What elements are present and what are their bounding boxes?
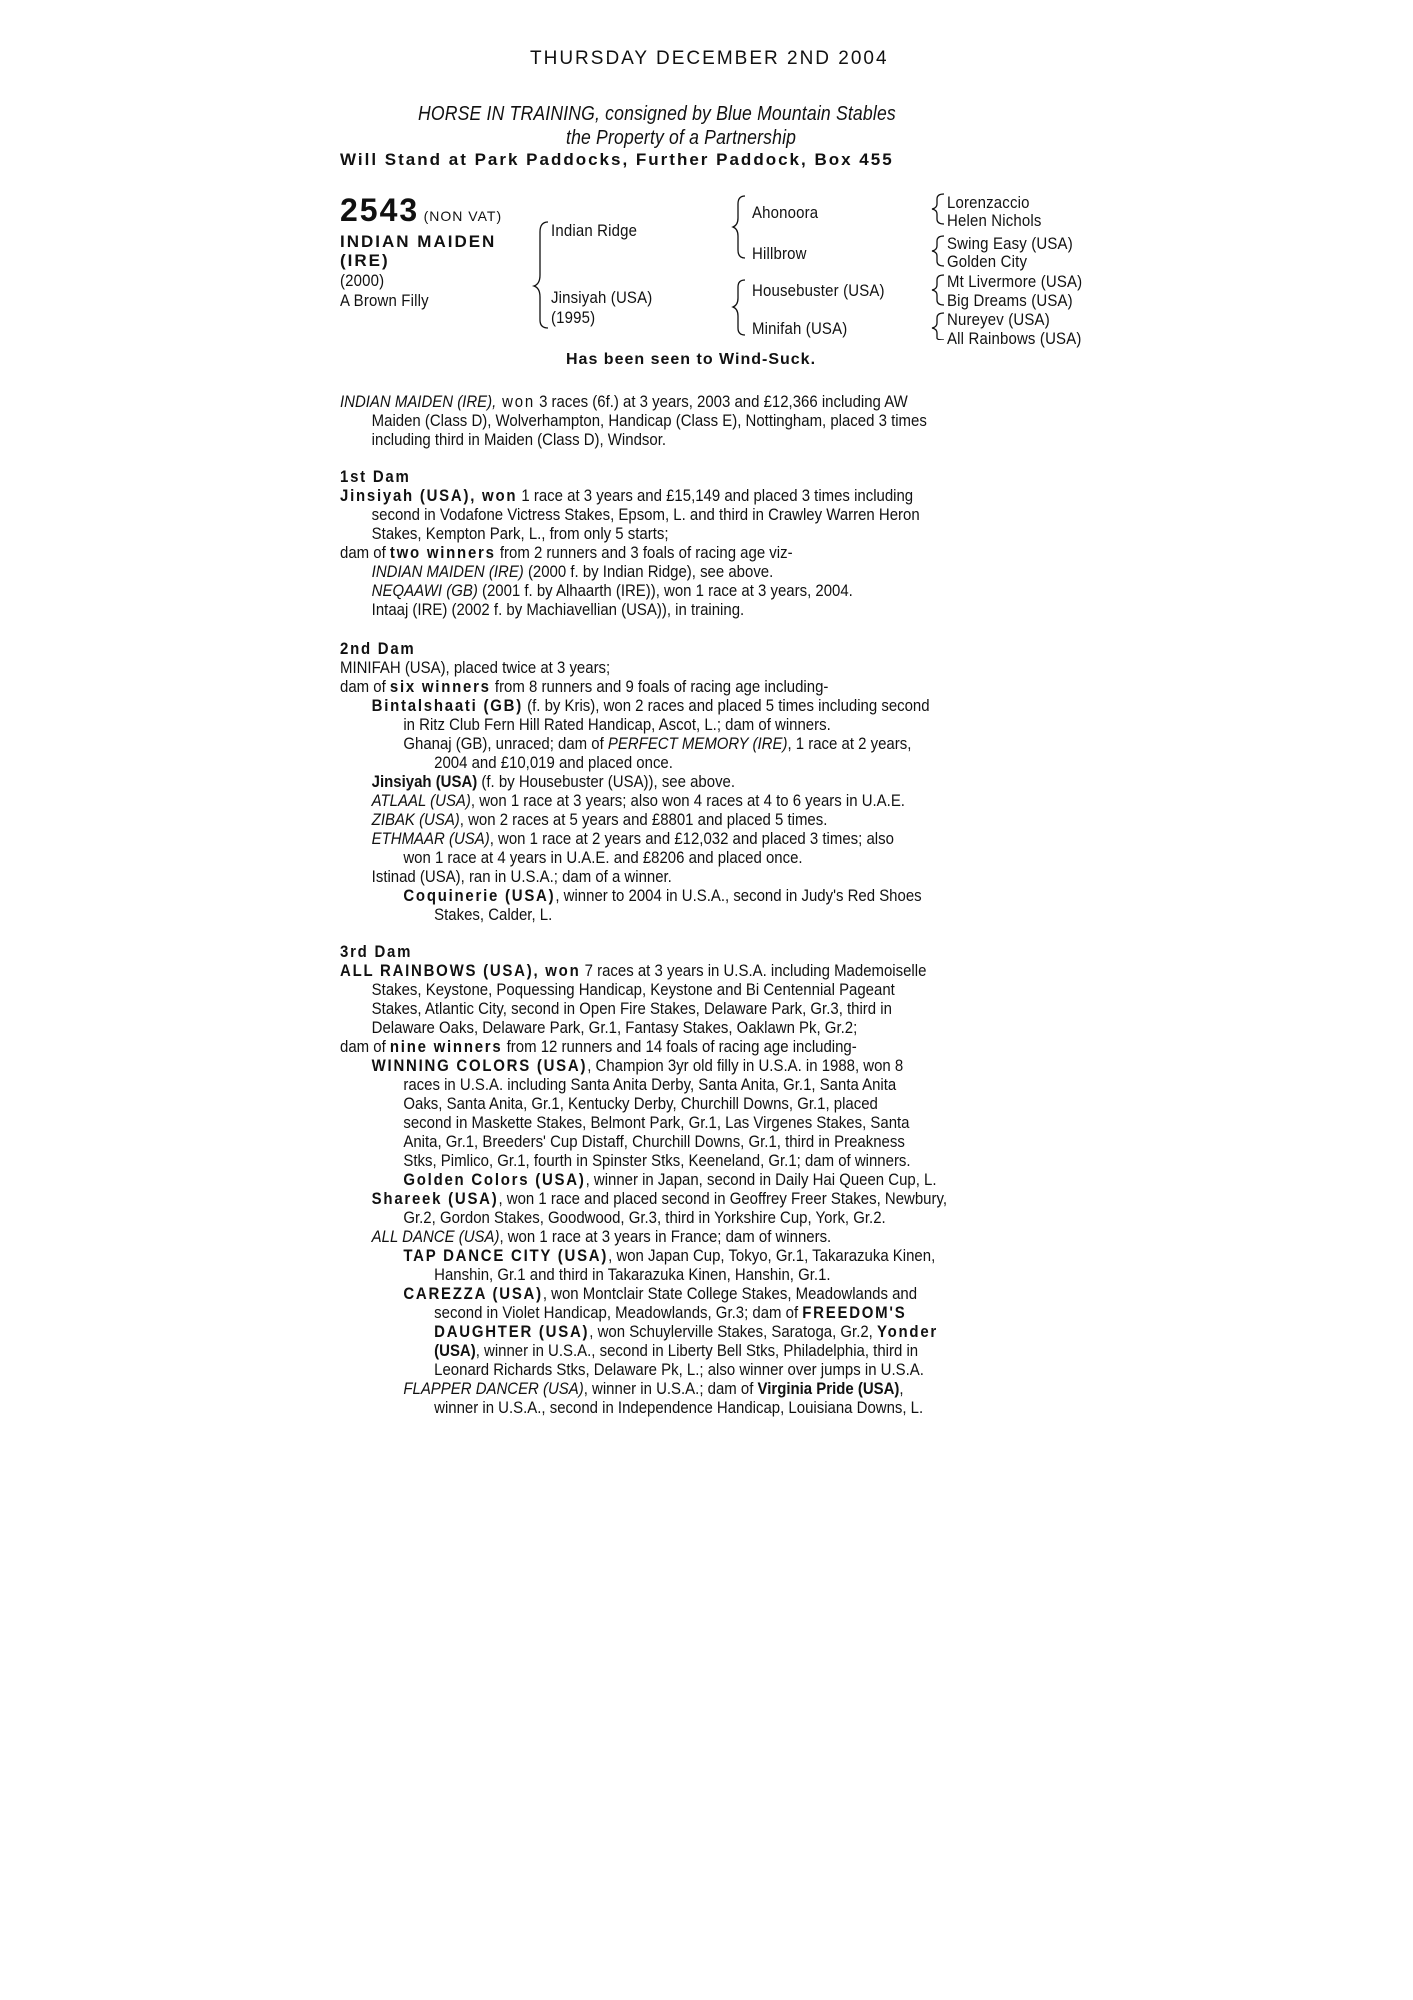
third-dam-section: 3rd Dam ALL RAINBOWS (USA), won 7 races at 3 years in U.S.A. including Mademoiselle Stakes, Keystone, Poquessing Handicap, Keystone and Bi Centennial Pageant Stakes, Atlantic City, second in Open Fire Stakes, Delaware Park, Gr.3, third in Delaware Oaks, Delaware Park, Gr.1, Fantasy Stakes, Oaklawn Pk, Gr.2; dam of nine winners from 12 runners and 14 foals of racing age including- WINNING COLORS (USA), Champion 3yr old filly in U.S.A. in 1988, won 8 races in U.S.A. including Santa Anita Derby, Santa Anita, Gr.1, Santa Anita Oaks, Santa Anita, Gr.1, Kentucky Derby, Churchill Downs, Gr.1, placed second in Maskette Stakes, Belmont Park, Gr.1, Las Virgenes Stakes, Santa Anita, Gr.1, Breeders' Cup Distaff, Churchill Downs, Gr.1, third in Preakness Stks, Pimlico, Gr.1, fourth in Spinster Stks, Keeneland, Gr.1; dam of winners. Golden Colors (USA), winner in Japan, second in Daily Hai Queen Cup, L. Shareek (USA), won 1 race and placed second in Geoffrey Freer Stakes, Newbury, Gr.2, Gordon Stakes, Goodwood, Gr.3, third in Yorkshire Cup, York, Gr.2. ALL DANCE (USA), won 1 race at 3 years in France; dam of winners. TAP DANCE CITY (USA), won Japan Cup, Tokyo, Gr.1, Takarazuka Kinen, Hanshin, Gr.1 and third in Takarazuka Kinen, Hanshin, Gr.1. CAREZZA (USA), won Montclair State College Stakes, Meadowlands and second in Violet Handicap, Meadowlands, Gr.3; dam of FREEDOM'S DAUGHTER (USA), won Schuylerville Stakes, Saratoga, Gr.2, Yonder (USA), winner in U.S.A., second in Liberty Bell Stks, Philadelphia, third in Leonard Richards Stks, Delaware Pk, L.; also winner over jumps in U.S.A. FLAPPER DANCER (USA), winner in U.S.A.; dam of Virginia Pride (USA), winner in U.S.A., second in Independence Handicap, Louisiana Downs, L.: [340, 942, 1100, 1417]
pedigree-gen3-1: Ahonoora: [752, 203, 819, 222]
pedigree-gen4-3: Swing Easy (USA): [947, 234, 1073, 253]
vat-status: (NON VAT): [423, 208, 503, 224]
horse-country: (IRE): [340, 251, 390, 270]
pedigree-gen4-6: Big Dreams (USA): [947, 291, 1073, 310]
first-dam-heading: 1st Dam: [340, 467, 411, 486]
consignment-title: HORSE IN TRAINING, consigned by Blue Mountain Stables: [418, 103, 896, 125]
pedigree-gen3-2: Hillbrow: [752, 244, 807, 263]
pedigree-gen4-5: Mt Livermore (USA): [947, 272, 1083, 291]
vice-note: Has been seen to Wind-Suck.: [566, 351, 817, 368]
pedigree-gen4-1: Lorenzaccio: [947, 193, 1030, 212]
second-dam-section: 2nd Dam MINIFAH (USA), placed twice at 3 years; dam of six winners from 8 runners and 9 foals of racing age including- Bintalshaati (GB) (f. by Kris), won 2 races and placed 5 times including second in Ritz Club Fern Hill Rated Handicap, Ascot, L.; dam of winners. Ghanaj (GB), unraced; dam of PERFECT MEMORY (IRE), 1 race at 2 years, 2004 and £10,019 and placed once. Jinsiyah (USA) (f. by Housebuster (USA)), see above. ATLAAL (USA), won 1 race at 3 years; also won 4 races at 4 to 6 years in U.A.E. ZIBAK (USA), won 2 races at 5 years and £8801 and placed 5 times. ETHMAAR (USA), won 1 race at 2 years and £12,032 and placed 3 times; also won 1 race at 4 years in U.A.E. and £8206 and placed once. Istinad (USA), ran in U.S.A.; dam of a winner. Coquinerie (USA), winner to 2004 in U.S.A., second in Judy's Red Shoes Stakes, Calder, L.: [340, 639, 1100, 924]
first-dam-section: 1st Dam Jinsiyah (USA), won 1 race at 3 years and £15,149 and placed 3 times including second in Vodafone Victress Stakes, Epsom, L. and third in Crawley Warren Heron Stakes, Kempton Park, L., from only 5 starts; dam of two winners from 2 runners and 3 foals of racing age viz- INDIAN MAIDEN (IRE) (2000 f. by Indian Ridge), see above. NEQAAWI (GB) (2001 f. by Alhaarth (IRE)), won 1 race at 3 years, 2004. Intaaj (IRE) (2002 f. by Machiavellian (USA)), in training.: [340, 467, 1100, 619]
pedigree-gen4-8: All Rainbows (USA): [947, 329, 1082, 348]
sale-date: THURSDAY DECEMBER 2ND 2004: [530, 48, 889, 69]
third-dam-heading: 3rd Dam: [340, 942, 413, 961]
pedigree-dam-year: (1995): [551, 308, 596, 327]
horse-summary: INDIAN MAIDEN (IRE), won 3 races (6f.) at 3 years, 2003 and £12,366 including AW Maiden (Class D), Wolverhampton, Handicap (Class E), Nottingham, placed 3 times including third in Maiden (Class D), Windsor.: [340, 392, 927, 449]
consignment-subtitle: the Property of a Partnership: [566, 127, 797, 149]
pedigree-gen4-7: Nureyev (USA): [947, 310, 1050, 329]
pedigree-gen3-4: Minifah (USA): [752, 319, 848, 338]
pedigree-gen3-3: Housebuster (USA): [752, 281, 885, 300]
lot-number: 2543: [340, 192, 420, 228]
horse-year: (2000): [340, 271, 385, 290]
pedigree-gen4-2: Helen Nichols: [947, 211, 1042, 230]
stand-location: Will Stand at Park Paddocks, Further Paddock, Box 455: [340, 150, 894, 169]
pedigree-dam: Jinsiyah (USA): [551, 288, 653, 307]
pedigree-lines: [0, 0, 1413, 340]
horse-description: A Brown Filly: [340, 291, 429, 310]
pedigree-sire: Indian Ridge: [551, 221, 638, 240]
horse-name: INDIAN MAIDEN: [340, 232, 497, 251]
pedigree-gen4-4: Golden City: [947, 252, 1028, 271]
second-dam-heading: 2nd Dam: [340, 639, 416, 658]
